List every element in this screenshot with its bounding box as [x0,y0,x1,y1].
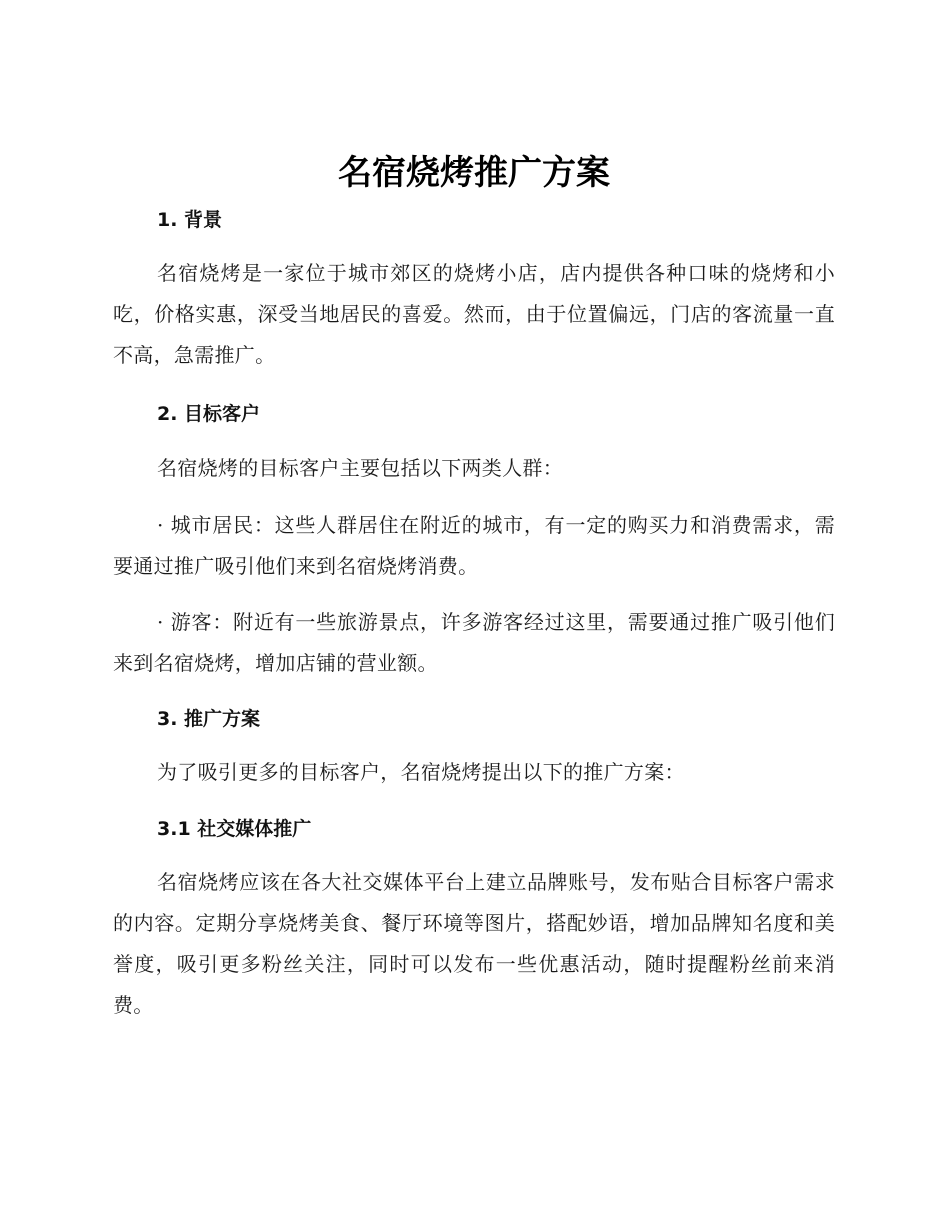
target-customers-intro: 名宿烧烤的目标客户主要包括以下两类人群： [157,456,563,480]
background-paragraph: 名宿烧烤是一家位于城市郊区的烧烤小店，店内提供各种口味的烧烤和小吃，价格实惠，深受当地居民的喜爱。然而，由于位置偏远，门店的客流量一直不高，急需推广。 [113,261,835,367]
promotion-plan-intro: 为了吸引更多的目标客户，名宿烧烤提出以下的推广方案： [157,760,685,784]
document-title: 名宿烧烤推广方案 [338,153,610,193]
section-heading-target-customers: 2. 目标客户 [157,403,261,425]
target-customers-tourists: · 游客：附近有一些旅游景点，许多游客经过这里，需要通过推广吸引他们来到名宿烧烤，增加店铺的营业额。 [113,610,835,675]
section-heading-social-media: 3.1 社交媒体推广 [157,818,312,840]
section-heading-promotion-plan: 3. 推广方案 [157,708,261,730]
social-media-paragraph: 名宿烧烤应该在各大社交媒体平台上建立品牌账号，发布贴合目标客户需求的内容。定期分享烧烤美食、餐厅环境等图片，搭配妙语，增加品牌知名度和美誉度，吸引更多粉丝关注，同时可以发布一些优惠活动，随时提醒粉丝前来消费。 [113,870,835,1017]
target-customers-city-residents: · 城市居民：这些人群居住在附近的城市，有一定的购买力和消费需求，需要通过推广吸引他们来到名宿烧烤消费。 [113,513,835,578]
section-heading-background: 1. 背景 [157,209,223,231]
